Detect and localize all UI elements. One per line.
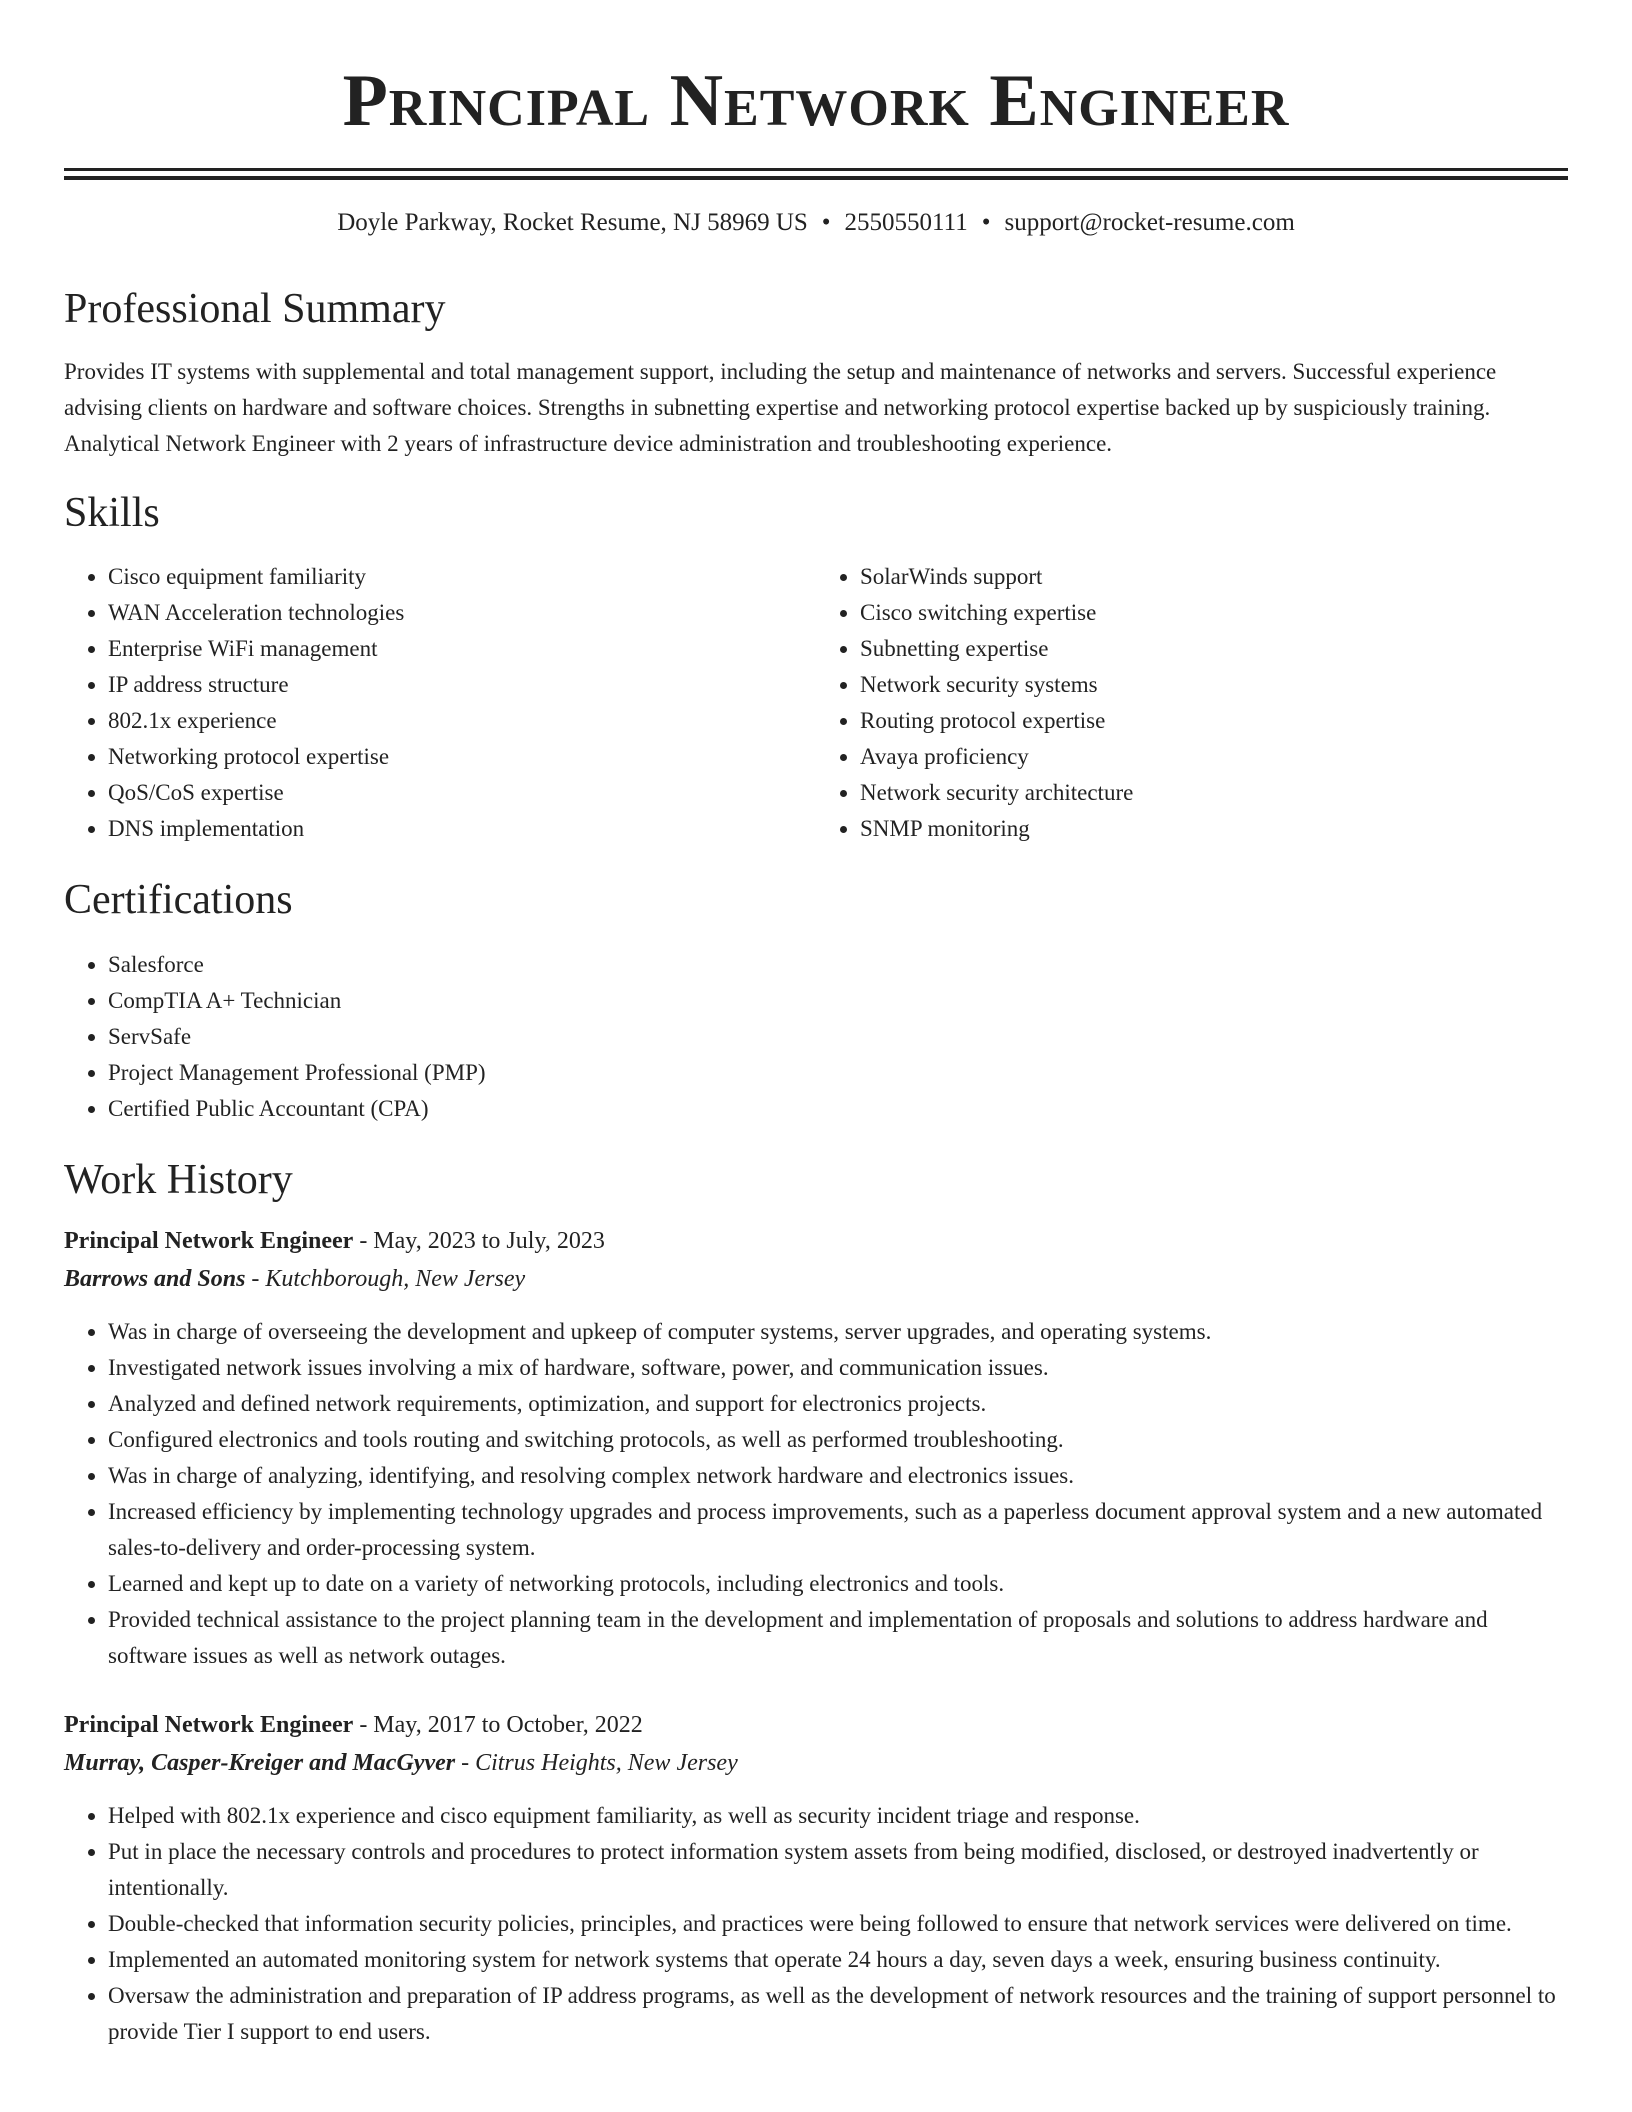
job-bullet: • Configured electronics and tools routing and switching protocols, as well as performed troubleshooting. bbox=[108, 1422, 1568, 1458]
job-title: Principal Network Engineer bbox=[64, 1711, 354, 1738]
job-bullet: • Double-checked that information security policies, principles, and practices were being followed to ensure that network services were delivered on time. bbox=[108, 1906, 1568, 1942]
job-company: Murray, Casper-Kreiger and MacGyver bbox=[64, 1749, 456, 1776]
skill-item: • Avaya proficiency bbox=[860, 739, 1568, 775]
skill-item: • Routing protocol expertise bbox=[860, 703, 1568, 739]
skills-heading: Skills bbox=[64, 490, 160, 537]
certification-item: • Project Management Professional (PMP) bbox=[108, 1055, 1568, 1091]
contact-line bbox=[64, 208, 1568, 238]
skills-list-right bbox=[816, 559, 1568, 847]
contact-separator: • bbox=[821, 209, 831, 236]
certification-item: • Certified Public Accountant (CPA) bbox=[108, 1091, 1568, 1127]
skill-item: • Networking protocol expertise bbox=[108, 739, 816, 775]
certification-item: • Salesforce bbox=[108, 947, 1568, 983]
job-bullet: • Was in charge of overseeing the development and upkeep of computer systems, server upgrades, and operating systems. bbox=[108, 1314, 1568, 1350]
job-location: - Kutchborough, New Jersey bbox=[245, 1265, 526, 1292]
job-bullet: • Oversaw the administration and preparation of IP address programs, as well as the development of network resources and the training of support personnel to provide Tier I support to end users. bbox=[108, 1978, 1568, 2050]
job-dates: - May, 2017 to October, 2022 bbox=[353, 1711, 643, 1738]
skill-item: • DNS implementation bbox=[108, 811, 816, 847]
skill-item: • Cisco switching expertise bbox=[860, 595, 1568, 631]
certifications-list bbox=[64, 947, 1568, 1127]
contact-separator: • bbox=[981, 209, 991, 236]
certifications-heading: Certifications bbox=[64, 876, 293, 923]
job-bullet: • Was in charge of analyzing, identifying, and resolving complex network hardware and electronics issues. bbox=[108, 1458, 1568, 1494]
job-title: Principal Network Engineer bbox=[64, 1227, 354, 1254]
job-title-line bbox=[64, 1706, 1568, 1744]
job-bullet: • Implemented an automated monitoring system for network systems that operate 24 hours a day, seven days a week, ensuring business continuity. bbox=[108, 1942, 1568, 1978]
skill-item: • Network security systems bbox=[860, 667, 1568, 703]
job-bullets bbox=[64, 1314, 1568, 1674]
job-bullets bbox=[64, 1798, 1568, 2050]
job-bullet: • Learned and kept up to date on a variety of networking protocols, including electronics and tools. bbox=[108, 1566, 1568, 1602]
job-company-line bbox=[64, 1260, 1568, 1298]
job-dates: - May, 2023 to July, 2023 bbox=[353, 1227, 605, 1254]
skill-item: • 802.1x experience bbox=[108, 703, 816, 739]
summary-text: Provides IT systems with supplemental and total management support, including the setup and maintenance of networks and servers. Successful experience advising clients on hardware and software choices. Strengths in subnetting expertise and networking protocol expertise backed up by suspiciously training. Analytical Network Engineer with 2 years of infrastructure device administration and troubleshooting experience. bbox=[64, 359, 1497, 457]
contact-address: Doyle Parkway, Rocket Resume, NJ 58969 US bbox=[337, 209, 808, 236]
job-bullet: • Investigated network issues involving a mix of hardware, software, power, and communication issues. bbox=[108, 1350, 1568, 1386]
job-entry bbox=[64, 1706, 1568, 2050]
skill-item: • WAN Acceleration technologies bbox=[108, 595, 816, 631]
skill-item: • QoS/CoS expertise bbox=[108, 775, 816, 811]
contact-email[interactable]: support@rocket-resume.com bbox=[1004, 209, 1295, 236]
skill-item: • Enterprise WiFi management bbox=[108, 631, 816, 667]
job-company-line bbox=[64, 1744, 1568, 1782]
skill-item: • Subnetting expertise bbox=[860, 631, 1568, 667]
resume-title: Principal Network Engineer bbox=[342, 60, 1290, 142]
certification-item: • CompTIA A+ Technician bbox=[108, 983, 1568, 1019]
certification-item: • ServSafe bbox=[108, 1019, 1568, 1055]
job-bullet: • Put in place the necessary controls and procedures to protect information system assets from being modified, disclosed, or destroyed inadvertently or intentionally. bbox=[108, 1834, 1568, 1906]
job-bullet: • Analyzed and defined network requirements, optimization, and support for electronics projects. bbox=[108, 1386, 1568, 1422]
summary-heading: Professional Summary bbox=[64, 286, 446, 332]
job-company: Barrows and Sons bbox=[64, 1265, 246, 1292]
job-bullet: • Increased efficiency by implementing technology upgrades and process improvements, such as a paperless document approval system and a new automated sales-to-delivery and order-processing system. bbox=[108, 1494, 1568, 1566]
job-entry bbox=[64, 1222, 1568, 1674]
work-history-heading: Work History bbox=[64, 1157, 293, 1204]
skill-item: • SolarWinds support bbox=[860, 559, 1568, 595]
job-location: - Citrus Heights, New Jersey bbox=[455, 1749, 738, 1776]
skill-item: • Cisco equipment familiarity bbox=[108, 559, 816, 595]
job-title-line bbox=[64, 1222, 1568, 1260]
skills-columns bbox=[64, 559, 1568, 847]
job-bullet: • Provided technical assistance to the project planning team in the development and implementation of proposals and solutions to address hardware and software issues as well as network outages. bbox=[108, 1602, 1568, 1674]
title-double-rule bbox=[64, 168, 1568, 180]
skill-item: • IP address structure bbox=[108, 667, 816, 703]
skill-item: • SNMP monitoring bbox=[860, 811, 1568, 847]
contact-phone: 2550550111 bbox=[844, 209, 968, 236]
skill-item: • Network security architecture bbox=[860, 775, 1568, 811]
job-bullet: • Helped with 802.1x experience and cisco equipment familiarity, as well as security incident triage and response. bbox=[108, 1798, 1568, 1834]
skills-list-left bbox=[64, 559, 816, 847]
resume-page bbox=[64, 0, 1568, 2050]
